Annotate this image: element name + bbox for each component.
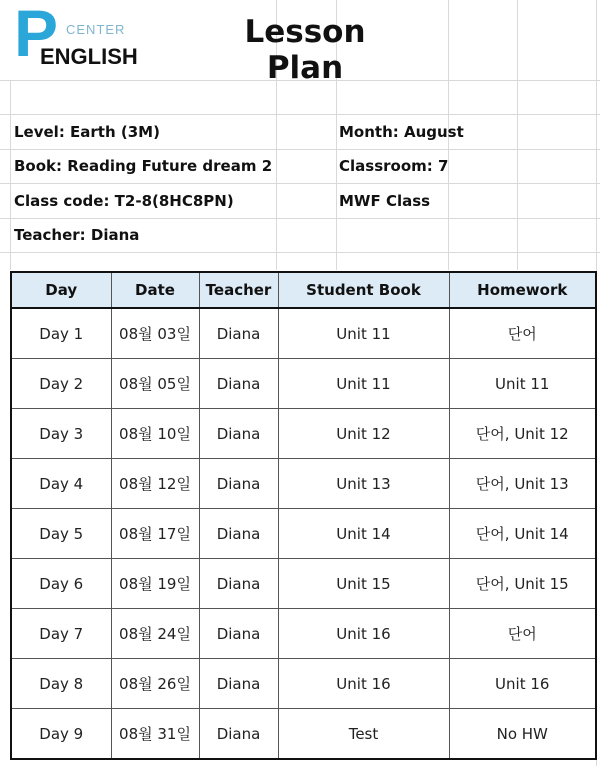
teacher-cell: Diana (199, 609, 278, 659)
student-book-cell: Unit 12 (278, 409, 449, 459)
column-header-day: Day (11, 272, 111, 308)
lesson-plan-table (10, 271, 597, 760)
table-row (11, 409, 596, 459)
teacher-cell: Diana (199, 709, 278, 760)
gridline (0, 114, 600, 115)
gridline (517, 0, 518, 270)
homework-cell: 단어, Unit 15 (449, 559, 596, 609)
level-info: Level: Earth (3M) (14, 123, 160, 141)
date-cell: 08월 26일 (111, 659, 199, 709)
table-row (11, 359, 596, 409)
column-header-teacher: Teacher (199, 272, 278, 308)
day-cell: Day 6 (11, 559, 111, 609)
student-book-cell: Unit 11 (278, 308, 449, 359)
column-header-date: Date (111, 272, 199, 308)
day-cell: Day 7 (11, 609, 111, 659)
gridline (0, 183, 600, 184)
homework-cell: Unit 16 (449, 659, 596, 709)
teacher-cell: Diana (199, 509, 278, 559)
table-header-row (11, 272, 596, 308)
column-header-student-book: Student Book (278, 272, 449, 308)
day-cell: Day 9 (11, 709, 111, 760)
teacher-cell: Diana (199, 459, 278, 509)
student-book-cell: Test (278, 709, 449, 760)
date-cell: 08월 03일 (111, 308, 199, 359)
month-info: Month: August (339, 123, 464, 141)
homework-cell: 단어 (449, 609, 596, 659)
schedule-info: MWF Class (339, 192, 431, 210)
homework-cell: Unit 11 (449, 359, 596, 409)
date-cell: 08월 12일 (111, 459, 199, 509)
table-row (11, 509, 596, 559)
homework-cell: 단어 (449, 308, 596, 359)
book-info: Book: Reading Future dream 2 (14, 157, 273, 175)
day-cell: Day 1 (11, 308, 111, 359)
date-cell: 08월 31일 (111, 709, 199, 760)
gridline (0, 149, 600, 150)
teacher-info: Teacher: Diana (14, 226, 140, 244)
logo-p-mark: P (14, 0, 57, 70)
homework-cell: 단어, Unit 12 (449, 409, 596, 459)
day-cell: Day 3 (11, 409, 111, 459)
date-cell: 08월 10일 (111, 409, 199, 459)
classroom-info: Classroom: 7 (339, 157, 449, 175)
date-cell: 08월 17일 (111, 509, 199, 559)
gridline (0, 252, 600, 253)
teacher-cell: Diana (199, 308, 278, 359)
date-cell: 08월 19일 (111, 559, 199, 609)
teacher-cell: Diana (199, 359, 278, 409)
student-book-cell: Unit 11 (278, 359, 449, 409)
logo-center-text: CENTER (66, 22, 126, 37)
homework-cell: 단어, Unit 14 (449, 509, 596, 559)
student-book-cell: Unit 16 (278, 659, 449, 709)
student-book-cell: Unit 16 (278, 609, 449, 659)
logo-english-text: ENGLISH (40, 44, 138, 69)
day-cell: Day 4 (11, 459, 111, 509)
gridline (10, 80, 11, 270)
table-row (11, 308, 596, 359)
date-cell: 08월 24일 (111, 609, 199, 659)
homework-cell: No HW (449, 709, 596, 760)
table-row (11, 709, 596, 760)
student-book-cell: Unit 14 (278, 509, 449, 559)
teacher-cell: Diana (199, 559, 278, 609)
student-book-cell: Unit 15 (278, 559, 449, 609)
english-center-logo (14, 0, 138, 70)
table-row (11, 559, 596, 609)
table-row (11, 659, 596, 709)
day-cell: Day 2 (11, 359, 111, 409)
student-book-cell: Unit 13 (278, 459, 449, 509)
day-cell: Day 5 (11, 509, 111, 559)
teacher-cell: Diana (199, 659, 278, 709)
homework-cell: 단어, Unit 13 (449, 459, 596, 509)
column-header-homework: Homework (449, 272, 596, 308)
date-cell: 08월 05일 (111, 359, 199, 409)
gridline (0, 218, 600, 219)
table-row (11, 459, 596, 509)
teacher-cell: Diana (199, 409, 278, 459)
table-row (11, 609, 596, 659)
day-cell: Day 8 (11, 659, 111, 709)
page-title: Lesson Plan (244, 14, 366, 86)
class-code-info: Class code: T2-8(8HC8PN) (14, 192, 234, 210)
